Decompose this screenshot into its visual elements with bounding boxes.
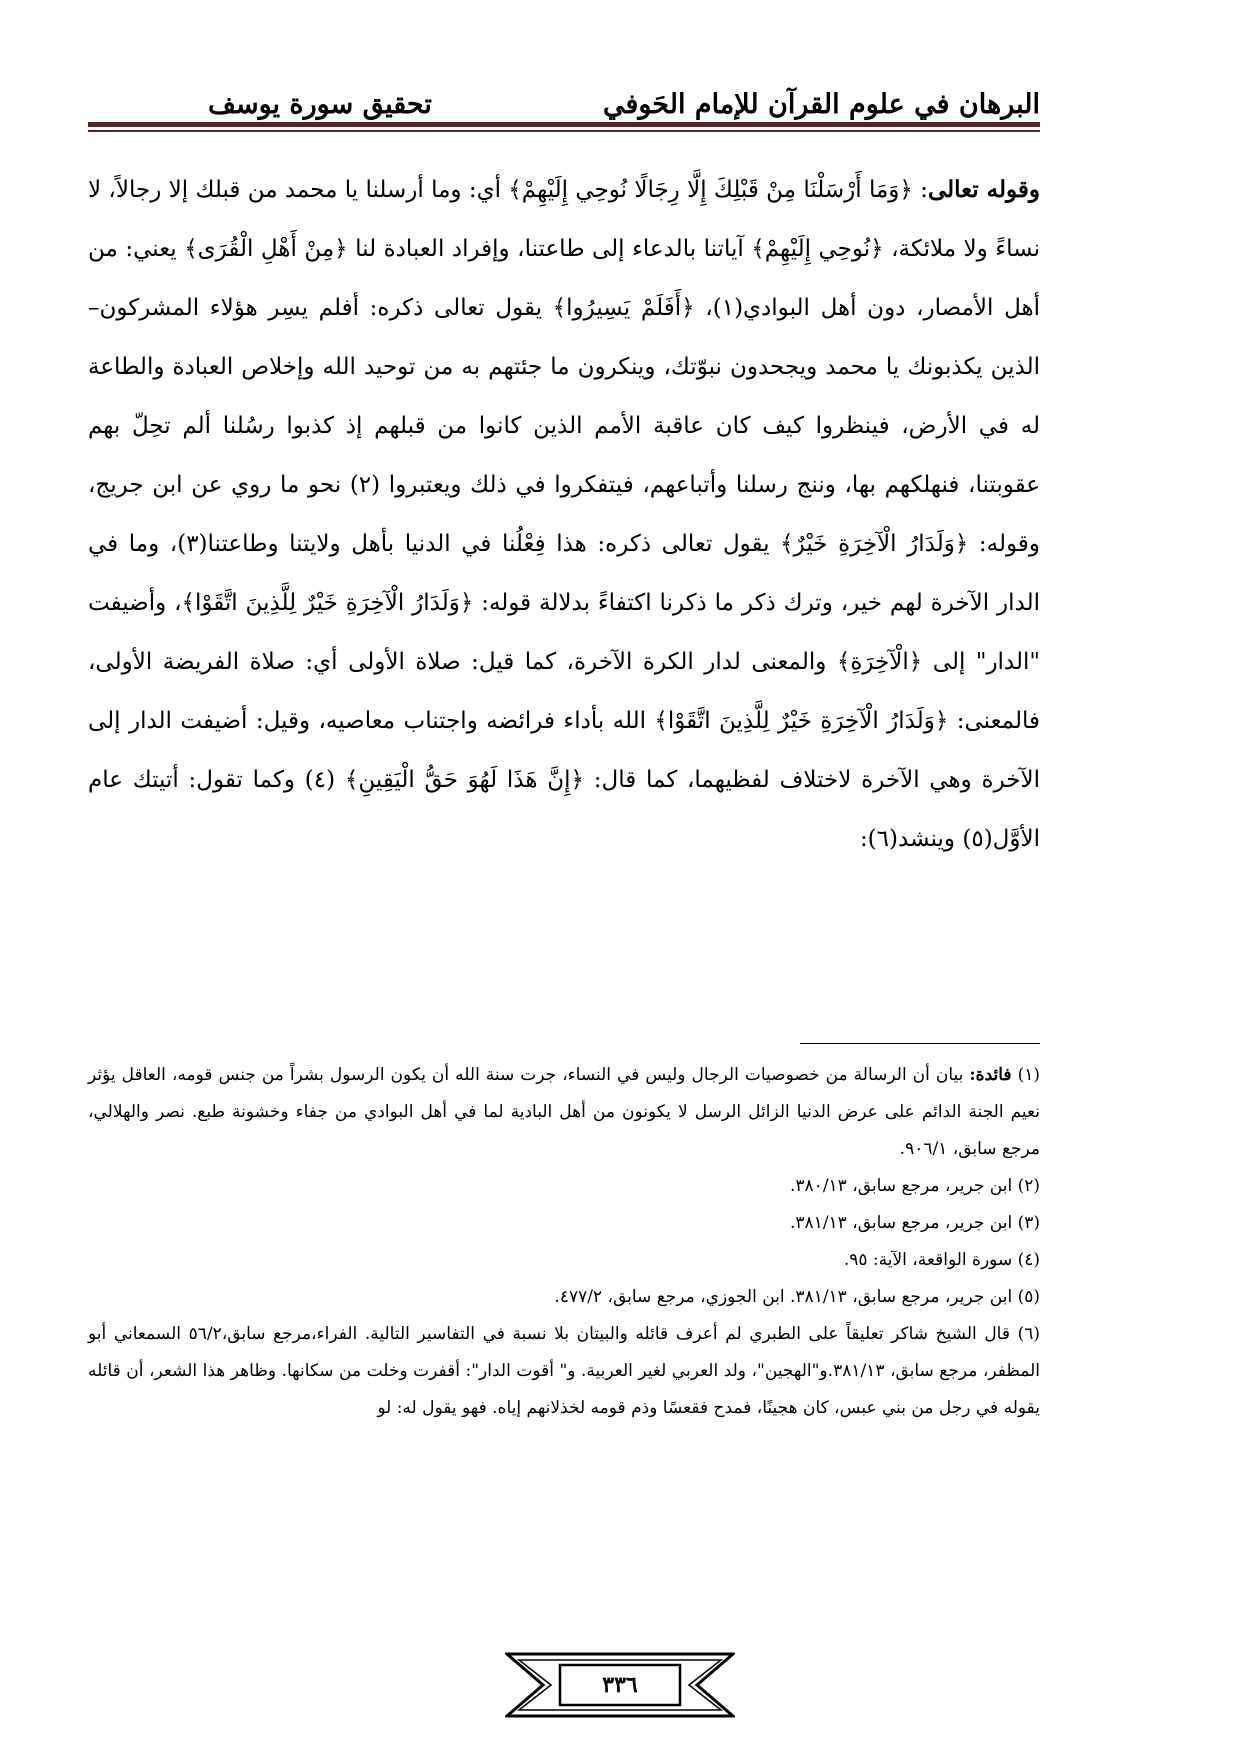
footnotes bbox=[88, 1057, 1040, 1427]
footnote-2: (٢) ابن جرير، مرجع سابق، ٣٨٠/١٣. bbox=[790, 1176, 1040, 1196]
main-text bbox=[88, 160, 1040, 869]
footnote-5: (٥) ابن جرير، مرجع سابق، ٣٨١/١٣. ابن الجوزي، مرجع سابق، ٤٧٧/٢. bbox=[554, 1287, 1040, 1307]
footnote-6: (٦) قال الشيخ شاكر تعليقاً على الطبري لم أعرف قائله والبيتان بلا نسبة في التفاسير التالية. الفراء،مرجع سابق،٥٦/٢ السمعاني أبو المظفر، مرجع سابق، ٣٨١/١٣.و"الهجين"، ولد العربي لغير العربية. و" أقوت الدار": أقفرت وخلت من سكانها. وظاهر هذا الشعر، أن قائله يقوله في رجل من بني عبس، كان هجينًا، فمدح فقعسًا وذم قومه لخذلانهم إياه. فهو يقول له: لو bbox=[88, 1324, 1040, 1418]
paragraph bbox=[88, 160, 1040, 869]
footnote-separator bbox=[800, 1043, 1040, 1044]
footnote-3: (٣) ابن جرير، مرجع سابق، ٣٨١/١٣. bbox=[790, 1213, 1040, 1233]
footnote-1 bbox=[88, 1057, 1040, 1168]
footnote-label: فائدة: bbox=[969, 1065, 1012, 1085]
paragraph-lead: وقوله تعالى bbox=[927, 176, 1040, 203]
book-title: البرهان في علوم القرآن للإمام الحَوفي bbox=[602, 89, 1040, 120]
header-rule-thick bbox=[88, 122, 1040, 127]
footnote-text: بيان أن الرسالة من خصوصيات الرجال وليس في النساء، جرت سنة الله أن يكون الرسول بشراً من جنس قومه، العاقل يؤثر نعيم الجنة الدائم على عرض الدنيا الزائل الرسل لا يكونون من أهل البادية لما في أهل البوادي من جفاء وخشونة طبع. نصر والهلالي، مرجع سابق، ٩٠٦/١. bbox=[88, 1065, 1040, 1159]
paragraph-text: : ﴿وَمَا أَرْسَلْنَا مِنْ قَبْلِكَ إِلَّا رِجَالًا نُوحِي إِلَيْهِمْ﴾ أي: وما أرسلنا يا محمد من قبلك إلا رجالاً، لا نساءً ولا ملائكة، ﴿نُوحِي إِلَيْهِمْ﴾ آياتنا بالدعاء إلى طاعتنا، وإفراد العبادة لنا ﴿مِنْ أَهْلِ الْقُرَى﴾ يعني: من أهل الأمصار، دون أهل البوادي(١)، ﴿أَفَلَمْ يَسِيرُوا﴾ يقول تعالى ذكره: أفلم يسِر هؤلاء المشركون–الذين يكذبونك يا محمد ويجحدون نبوّتك، وينكرون ما جئتهم به من توحيد الله وإخلاص العبادة والطاعة له في الأرض، فينظروا كيف كان عاقبة الأمم الذين كانوا من قبلهم إذ كذبوا رسُلنا ألم تحِلّ بهم عقوبتنا، فنهلكهم بها، وننج رسلنا وأتباعهم، فيتفكروا في ذلك ويعتبروا (٢) نحو ما روي عن ابن جريج، وقوله: ﴿وَلَدَارُ الْآخِرَةِ خَيْرٌ﴾ يقول تعالى ذكره: هذا فِعْلُنا في الدنيا بأهل ولايتنا وطاعتنا(٣)، وما في الدار الآخرة لهم خير، وترك ذكر ما ذكرنا اكتفاءً بدلالة قوله: ﴿وَلَدَارُ الْآخِرَةِ خَيْرٌ لِلَّذِينَ اتَّقَوْا﴾، وأضيفت "الدار" إلى ﴿الْآخِرَةِ﴾ والمعنى لدار الكرة الآخرة، كما قيل: صلاة الأولى أي: صلاة الفريضة الأولى، فالمعنى: ﴿وَلَدَارُ الْآخِرَةِ خَيْرٌ لِلَّذِينَ اتَّقَوْا﴾ الله بأداء فرائضه واجتناب معاصيه، وقيل: أضيفت الدار إلى الآخرة وهي الآخرة لاختلاف لفظيهما، كما قال: ﴿إِنَّ هَذَا لَهُوَ حَقُّ الْيَقِينِ﴾ (٤) وكما تقول: أتيتك عام الأوَّل(٥) وينشد(٦): bbox=[88, 177, 1041, 852]
running-header bbox=[88, 72, 1040, 120]
header-rule-thin bbox=[88, 130, 1040, 132]
footnote-4: (٤) سورة الواقعة، الآية: ٩٥. bbox=[843, 1250, 1040, 1270]
page-number: ٣٣٦ bbox=[602, 1672, 638, 1698]
footnote-number: (١) bbox=[1011, 1065, 1040, 1085]
section-title: تحقيق سورة يوسف bbox=[208, 89, 432, 120]
